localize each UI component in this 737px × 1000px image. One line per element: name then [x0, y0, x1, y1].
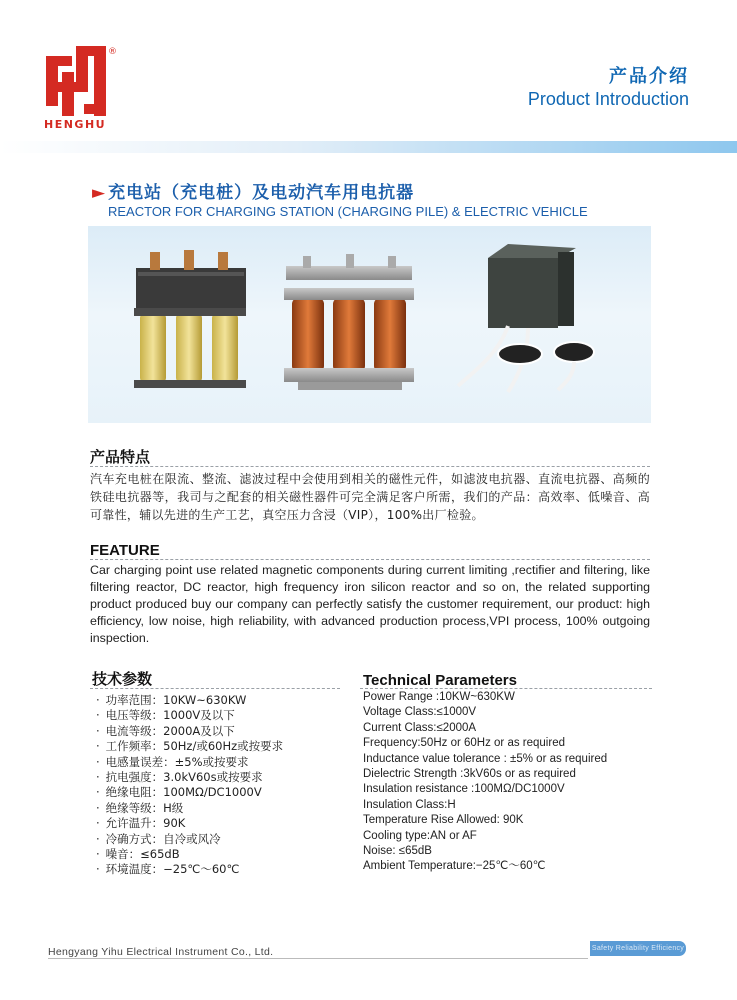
param-item-en: Dielectric Strength :3kV60s or as required — [363, 768, 576, 781]
divider — [90, 559, 650, 560]
features-en-heading: FEATURE — [90, 542, 160, 559]
features-en-body: Car charging point use related magnetic components during current limiting ,rectifier and filtering, like filtering reactor, DC reactor, high frequency iron silicon reactor and so on, the related supporting product produced buy our company can perfectly satisfy the customer requirement, our product: high efficiency, low noise, high reliability, with advanced production process,VPI process, 100% outgoing inspection. — [90, 563, 650, 645]
reactor-copper-coils-illustration — [284, 254, 414, 390]
param-item-en: Inductance value tolerance : ±5% or as required — [363, 752, 608, 765]
reactor-boxed-inductor-illustration — [458, 244, 594, 392]
param-item-cn: · 电压等级：1000V及以下 — [96, 708, 283, 723]
param-item-en: Power Range :10KW~630KW — [363, 691, 515, 703]
param-item-cn: · 绝缘等级：H级 — [96, 801, 283, 816]
param-item-cn: · 允许温升：90K — [96, 816, 283, 831]
param-item-cn: · 噪音：≤65dB — [96, 847, 283, 862]
param-item-cn: · 抗电强度：3.0kV60s或按要求 — [96, 770, 283, 785]
reactor-yellow-coils-illustration — [134, 250, 246, 388]
param-item-en: Voltage Class:≤1000V — [363, 706, 477, 719]
divider — [90, 688, 340, 689]
param-item-cn: · 工作频率：50Hz/或60Hz或按要求 — [96, 739, 283, 754]
params-en-list — [363, 690, 607, 875]
title-marker-icon: ► — [92, 183, 107, 203]
param-item-en: Frequency:50Hz or 60Hz or as required — [363, 737, 565, 750]
features-cn-heading: 产品特点 — [90, 448, 151, 466]
param-item-cn: · 电流等级：2000A及以下 — [96, 724, 283, 739]
param-item-en: Cooling type:AN or AF — [363, 829, 477, 842]
registered-mark: ® — [108, 47, 117, 57]
product-title-en: REACTOR FOR CHARGING STATION (CHARGING PILE) & ELECTRIC VEHICLE — [108, 204, 588, 219]
header-title-en: Product Introduction — [527, 89, 689, 109]
param-item-en: Noise: ≤65dB — [363, 845, 432, 858]
header-title-cn: 产品介绍 — [609, 66, 689, 87]
brand-name: HENGHU — [44, 118, 107, 131]
product-title-cn-text: 充电站（充电桩）及电动汽车用电抗器 — [108, 183, 415, 203]
param-item-cn: · 环境温度：−25℃～60℃ — [96, 862, 283, 877]
param-item-en: Temperature Rise Allowed: 90K — [363, 814, 524, 827]
param-item-en: Insulation Class:H — [363, 798, 456, 811]
header-gradient-band — [0, 141, 737, 153]
param-item-en: Ambient Temperature:−25℃～60℃ — [363, 860, 546, 873]
footer-tagline: Safety Reliability Efficiency — [590, 941, 686, 956]
footer-divider — [48, 958, 588, 959]
param-item-en: Insulation resistance :100MΩ/DC1000V — [363, 783, 565, 796]
param-item-cn: · 绝缘电阻：100MΩ/DC1000V — [96, 785, 283, 800]
product-photo — [88, 226, 651, 423]
divider — [360, 688, 652, 689]
param-item-cn: · 电感量误差：±5%或按要求 — [96, 755, 283, 770]
params-en-heading: Technical Parameters — [363, 672, 517, 689]
divider — [90, 466, 650, 467]
param-item-cn: · 功率范围：10KW~630KW — [96, 693, 283, 708]
param-item-cn: · 冷确方式：自冷或风冷 — [96, 832, 283, 847]
product-title-cn — [92, 178, 414, 203]
param-item-en: Current Class:≤2000A — [363, 721, 477, 734]
params-cn-list — [96, 693, 283, 878]
henghu-logo — [44, 42, 118, 128]
footer-company: Hengyang Yihu Electrical Instrument Co., Ltd. — [48, 946, 274, 958]
params-cn-heading: 技术参数 — [92, 670, 153, 688]
features-cn-body: 汽车充电桩在限流、整流、滤波过程中会使用到相关的磁性元件，如滤波电抗器、直流电抗器、高频的铁硅电抗器等，我司与之配套的相关磁性器件可完全满足客户所需，我们的产品：高效率、低噪音、高可靠性，辅以先进的生产工艺，真空压力含浸（VIP），100%出厂检验。 — [90, 472, 650, 522]
